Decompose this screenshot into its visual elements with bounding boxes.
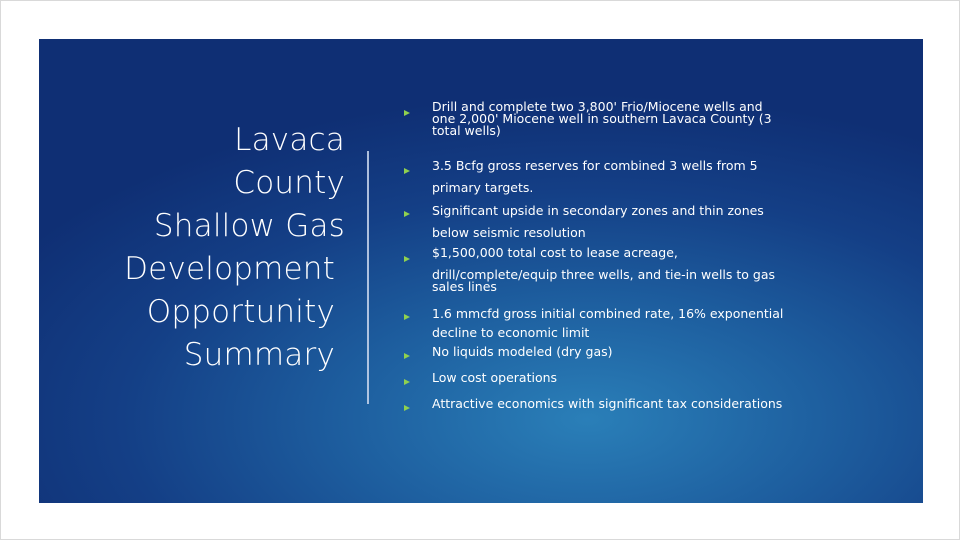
triangle-bullet-icon bbox=[404, 256, 410, 262]
bullet-text bbox=[432, 395, 842, 413]
triangle-bullet-icon bbox=[404, 211, 410, 217]
triangle-bullet-icon bbox=[404, 110, 410, 116]
triangle-bullet-icon bbox=[404, 379, 410, 385]
bullet-line: primary targets. bbox=[432, 180, 534, 195]
triangle-bullet-icon bbox=[404, 353, 410, 359]
bullet-line: below seismic resolution bbox=[432, 225, 586, 240]
bullet-text bbox=[432, 343, 842, 361]
slide bbox=[39, 39, 923, 503]
triangle-bullet-icon bbox=[404, 168, 410, 174]
triangle-bullet-icon bbox=[404, 405, 410, 411]
bullet-text bbox=[432, 242, 842, 293]
title-line: Development bbox=[124, 251, 335, 287]
bullet-text bbox=[432, 155, 842, 199]
bullet-line: $1,500,000 total cost to lease acreage, bbox=[432, 245, 678, 260]
bullet-line: 1.6 mmcfd gross initial combined rate, 16% exponential bbox=[432, 306, 784, 321]
bullet-line: Low cost operations bbox=[432, 370, 558, 385]
title-line: Shallow Gas bbox=[153, 208, 345, 244]
bullet-line: No liquids modeled (dry gas) bbox=[432, 344, 613, 359]
bullet-line: sales lines bbox=[432, 279, 497, 294]
bullet-line: drill/complete/equip three wells, and tie-in wells to gas bbox=[432, 267, 775, 282]
bullet-line: decline to economic limit bbox=[432, 325, 590, 340]
bullet-line: Drill and complete two 3,800' Frio/Miocene wells and bbox=[432, 99, 763, 114]
bullet-line: 3.5 Bcfg gross reserves for combined 3 wells from 5 bbox=[432, 158, 758, 173]
bullet-text bbox=[432, 369, 842, 387]
bullet-line: total wells) bbox=[432, 123, 501, 138]
bullet-line: Attractive economics with significant tax considerations bbox=[432, 396, 783, 411]
bullet-text bbox=[432, 304, 842, 342]
bullet-text bbox=[432, 101, 842, 137]
title-line: County bbox=[233, 165, 345, 201]
triangle-bullet-icon bbox=[404, 314, 410, 320]
vertical-divider bbox=[367, 151, 369, 404]
bullet-line: one 2,000' Miocene well in southern Lavaca County (3 bbox=[432, 111, 772, 126]
title-line: Summary bbox=[183, 337, 335, 373]
slide-title bbox=[79, 119, 345, 377]
bullet-line: Significant upside in secondary zones and thin zones bbox=[432, 203, 764, 218]
bullet-text bbox=[432, 200, 842, 244]
title-line: Lavaca bbox=[234, 122, 345, 158]
title-line: Opportunity bbox=[146, 294, 335, 330]
